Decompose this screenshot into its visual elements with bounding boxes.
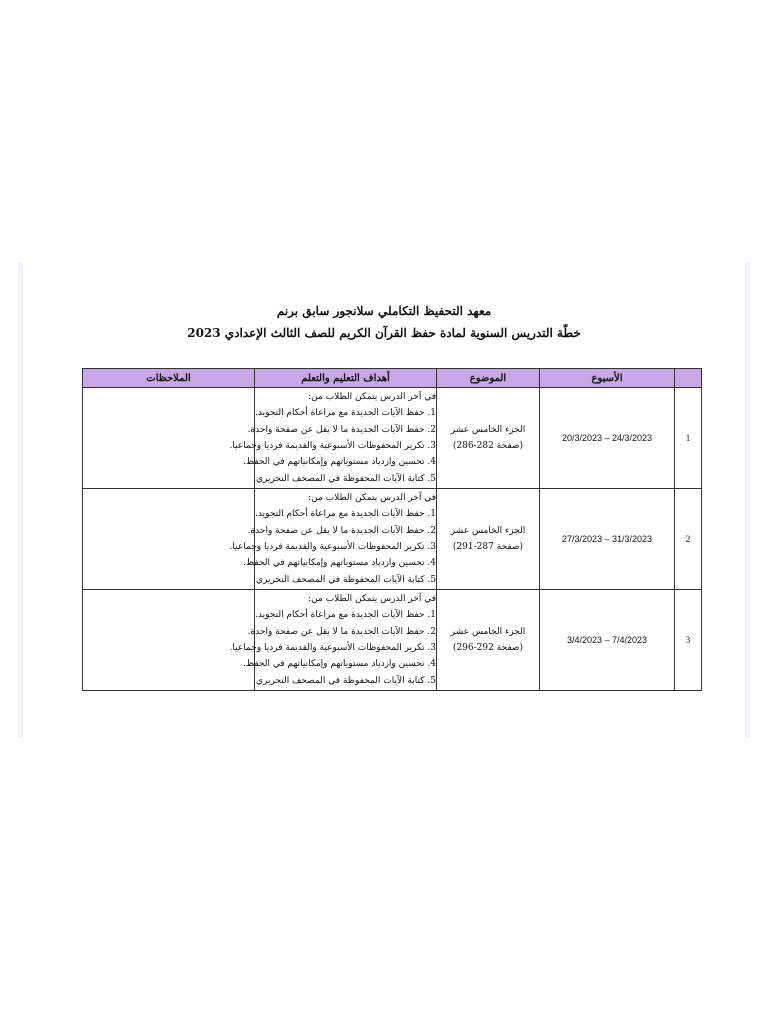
goals-cell — [229, 590, 437, 691]
notes-cell — [83, 388, 255, 489]
goal-item: 4. تحسين وازدياد مستوياتهم وإمكانياتهم في الحفظ. — [242, 659, 436, 670]
institute-title: معهد التحفيظ التكاملي سلانجور سابق برنم — [276, 304, 492, 318]
plan-title: خطّة التدريس السنوية لمادة حفظ القرآن الكريم للصف الثالث الإعدادي 2023 — [187, 326, 581, 340]
table-row — [83, 590, 702, 691]
row-number: 1 — [675, 388, 702, 489]
goal-item: 3. تكرير المحفوظات الأسبوعية والقديمة فرديا وجماعيا. — [229, 542, 436, 552]
goals-intro: في آخر الدرس يتمكن الطلاب من: — [308, 593, 436, 604]
header-notes: الملاحظات — [83, 369, 255, 388]
goal-item: 2. حفظ الآيات الجديدة ما لا يقل عن صفحة واحدة. — [247, 424, 436, 435]
goal-item: 1. حفظ الآيات الجديدة مع مراعاة أحكام التجويد. — [255, 610, 436, 621]
goal-item: 1. حفظ الآيات الجديدة مع مراعاة أحكام التجويد. — [255, 408, 436, 419]
header-goals: أهداف التعليم والتعلم — [255, 369, 437, 388]
topic-part: الجزء الخامس عشر — [450, 526, 526, 536]
topic-cell — [437, 590, 540, 691]
document-page — [18, 262, 750, 738]
goal-item: 1. حفظ الآيات الجديدة مع مراعاة أحكام التجويد. — [255, 509, 436, 520]
goal-item: 3. تكرير المحفوظات الأسبوعية والقديمة فرديا وجماعيا. — [229, 643, 436, 653]
goal-item: 3. تكرير المحفوظات الأسبوعية والقديمة فرديا وجماعيا. — [229, 441, 436, 451]
topic-pages: (صفحة 287-291) — [452, 542, 524, 552]
topic-pages: (صفحة 282-286) — [452, 441, 524, 451]
goal-item: 5. كتابة الآيات المحفوظة في المصحف التحريري. — [253, 574, 436, 585]
goals-intro: في آخر الدرس يتمكن الطلاب من: — [308, 391, 436, 402]
header-topic: الموضوع — [437, 369, 540, 388]
header-week: الأسبوع — [540, 369, 675, 388]
goal-item: 2. حفظ الآيات الجديدة ما لا يقل عن صفحة واحدة. — [247, 525, 436, 536]
lesson-plan-table — [82, 368, 702, 691]
week-range: 3/4/2023 – 7/4/2023 — [540, 590, 675, 691]
table-row — [83, 489, 702, 590]
header-num — [675, 369, 702, 388]
row-number: 3 — [675, 590, 702, 691]
goal-item: 2. حفظ الآيات الجديدة ما لا يقل عن صفحة واحدة. — [247, 626, 436, 637]
goals-intro: في آخر الدرس يتمكن الطلاب من: — [308, 492, 436, 503]
goal-item: 5. كتابة الآيات المحفوظة في المصحف التحريري. — [253, 675, 436, 686]
table-row — [83, 388, 702, 489]
table-header-row — [83, 369, 702, 388]
goal-item: 5. كتابة الآيات المحفوظة في المصحف التحريري. — [253, 473, 436, 484]
week-range: 27/3/2023 – 31/3/2023 — [540, 489, 675, 590]
goal-item: 4. تحسين وازدياد مستوياتهم وإمكانياتهم في الحفظ. — [242, 457, 436, 468]
topic-cell — [437, 489, 540, 590]
week-range: 20/3/2023 – 24/3/2023 — [540, 388, 675, 489]
topic-part: الجزء الخامس عشر — [450, 627, 526, 637]
topic-pages: (صفحة 292-296) — [452, 643, 524, 653]
goal-item: 4. تحسين وازدياد مستوياتهم وإمكانياتهم في الحفظ. — [242, 558, 436, 569]
notes-cell — [83, 489, 255, 590]
notes-cell — [83, 590, 255, 691]
topic-part: الجزء الخامس عشر — [450, 425, 526, 435]
goals-cell — [229, 489, 437, 590]
topic-cell — [437, 388, 540, 489]
row-number: 2 — [675, 489, 702, 590]
goals-cell — [229, 388, 437, 489]
